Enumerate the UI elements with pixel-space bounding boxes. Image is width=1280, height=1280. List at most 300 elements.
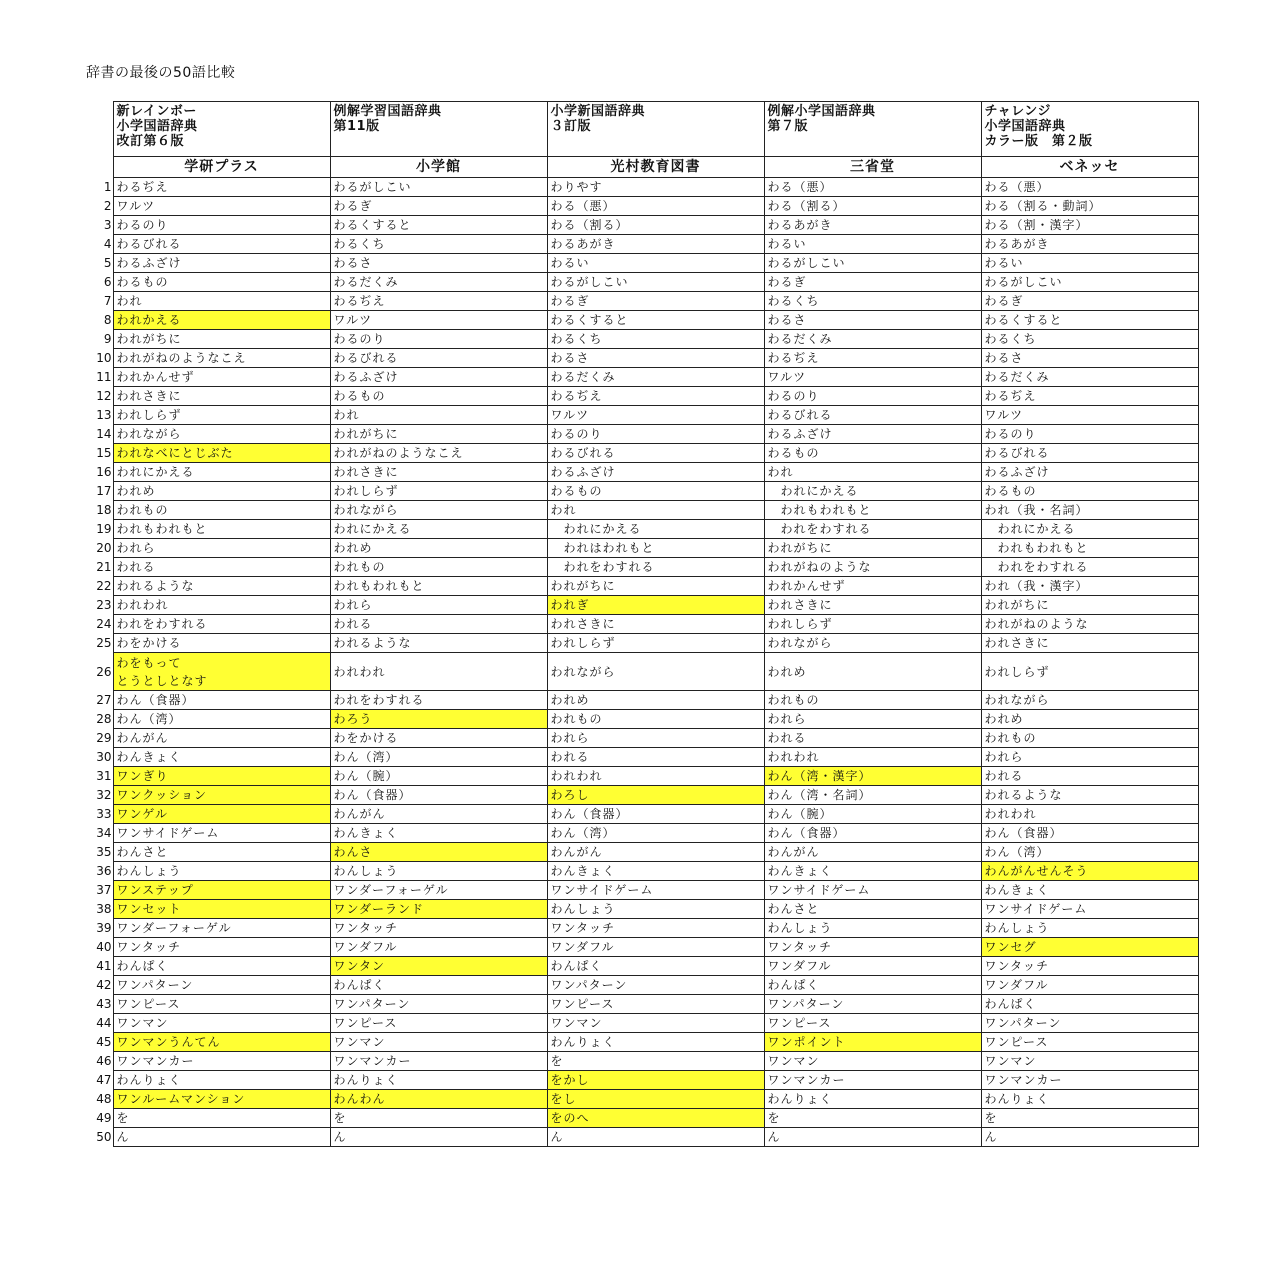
row-number: 42 xyxy=(88,976,113,995)
word-cell: わん（食器） xyxy=(113,691,330,710)
row-number: 39 xyxy=(88,919,113,938)
table-row xyxy=(88,1071,1198,1090)
word-cell: わん（食器） xyxy=(330,786,547,805)
row-number: 3 xyxy=(88,216,113,235)
table-row xyxy=(88,254,1198,273)
table-row xyxy=(88,900,1198,919)
table-row xyxy=(88,501,1198,520)
word-cell: われら xyxy=(981,748,1198,767)
word-cell: わをかける xyxy=(113,634,330,653)
word-cell: ん xyxy=(764,1128,981,1147)
publisher-name: 光村教育図書 xyxy=(547,157,764,178)
word-cell: わんしょう xyxy=(764,919,981,938)
row-number: 37 xyxy=(88,881,113,900)
table-row xyxy=(88,1109,1198,1128)
row-number: 30 xyxy=(88,748,113,767)
word-cell: われさきに xyxy=(764,596,981,615)
word-cell: わんさと xyxy=(764,900,981,919)
word-cell: わん（食器） xyxy=(981,824,1198,843)
word-cell: わるくち xyxy=(764,292,981,311)
row-number: 49 xyxy=(88,1109,113,1128)
word-cell: われながら xyxy=(981,691,1198,710)
word-cell: わるさ xyxy=(981,349,1198,368)
word-cell: わるさ xyxy=(330,254,547,273)
word-cell: われら xyxy=(330,596,547,615)
word-cell: わるのり xyxy=(113,216,330,235)
word-cell: わるぢえ xyxy=(113,178,330,197)
word-cell: わるだくみ xyxy=(764,330,981,349)
row-number: 18 xyxy=(88,501,113,520)
word-cell: われる xyxy=(981,767,1198,786)
row-number: 38 xyxy=(88,900,113,919)
word-cell: ワンピース xyxy=(547,995,764,1014)
word-cell: われがねのようなこえ xyxy=(113,349,330,368)
word-cell: わるびれる xyxy=(547,444,764,463)
word-cell: われさきに xyxy=(547,615,764,634)
table-row xyxy=(88,995,1198,1014)
word-cell: わん（食器） xyxy=(547,805,764,824)
word-cell: われもわれもと xyxy=(764,501,981,520)
word-cell: ワンマン xyxy=(330,1033,547,1052)
table-row xyxy=(88,216,1198,235)
word-cell: われがねのような xyxy=(764,558,981,577)
word-cell: ワルツ xyxy=(981,406,1198,425)
word-cell: わるくち xyxy=(981,330,1198,349)
table-row xyxy=(88,311,1198,330)
word-cell: わんがんせんそう xyxy=(981,862,1198,881)
word-cell: ワンパターン xyxy=(330,995,547,1014)
table-row xyxy=(88,539,1198,558)
publisher-row xyxy=(88,157,1198,178)
word-cell: ワンダーフォーゲル xyxy=(113,919,330,938)
word-cell: わんりょく xyxy=(981,1090,1198,1109)
word-cell: わりやす xyxy=(547,178,764,197)
word-cell: ワンゲル xyxy=(113,805,330,824)
row-number: 50 xyxy=(88,1128,113,1147)
word-cell: ワンサイドゲーム xyxy=(113,824,330,843)
word-cell: ワンピース xyxy=(764,1014,981,1033)
word-cell: われめ xyxy=(547,691,764,710)
row-number: 13 xyxy=(88,406,113,425)
word-cell: わるびれる xyxy=(330,349,547,368)
word-cell: わんがん xyxy=(547,843,764,862)
table-row xyxy=(88,1090,1198,1109)
table-row xyxy=(88,292,1198,311)
word-cell: わんしょう xyxy=(547,900,764,919)
word-cell: われわれ xyxy=(113,596,330,615)
word-cell: われる xyxy=(764,729,981,748)
word-cell: わるぢえ xyxy=(981,387,1198,406)
word-cell: わるだくみ xyxy=(981,368,1198,387)
row-number: 8 xyxy=(88,311,113,330)
row-number: 27 xyxy=(88,691,113,710)
word-cell: われる xyxy=(330,615,547,634)
word-cell: わん（腕） xyxy=(764,805,981,824)
word-cell: われしらず xyxy=(764,615,981,634)
word-cell: わんりょく xyxy=(764,1090,981,1109)
row-number: 16 xyxy=(88,463,113,482)
word-cell: われながら xyxy=(113,425,330,444)
word-cell: わんきょく xyxy=(113,748,330,767)
word-cell: われしらず xyxy=(981,653,1198,691)
row-number: 43 xyxy=(88,995,113,1014)
table-row xyxy=(88,653,1198,691)
table-row xyxy=(88,824,1198,843)
dictionary-name: 小学新国語辞典 ３訂版 xyxy=(547,102,764,157)
word-cell: わるもの xyxy=(981,482,1198,501)
row-number: 36 xyxy=(88,862,113,881)
row-number: 44 xyxy=(88,1014,113,1033)
table-row xyxy=(88,368,1198,387)
table-row xyxy=(88,786,1198,805)
table-row xyxy=(88,729,1198,748)
table-row xyxy=(88,558,1198,577)
word-cell: われめ xyxy=(981,710,1198,729)
publisher-name: 学研プラス xyxy=(113,157,330,178)
word-cell: われ xyxy=(764,463,981,482)
corner-cell xyxy=(88,102,113,157)
word-cell: わるびれる xyxy=(113,235,330,254)
word-cell: わるぎ xyxy=(547,292,764,311)
word-cell: わるだくみ xyxy=(547,368,764,387)
word-cell: を xyxy=(330,1109,547,1128)
word-cell: われにかえる xyxy=(113,463,330,482)
row-number: 28 xyxy=(88,710,113,729)
row-number: 10 xyxy=(88,349,113,368)
word-cell: ワンダーランド xyxy=(330,900,547,919)
word-cell: われる xyxy=(113,558,330,577)
table-row xyxy=(88,767,1198,786)
table-row xyxy=(88,520,1198,539)
word-cell: わんわん xyxy=(330,1090,547,1109)
row-number: 7 xyxy=(88,292,113,311)
word-cell: わるあがき xyxy=(547,235,764,254)
row-number: 22 xyxy=(88,577,113,596)
word-cell: ワンタッチ xyxy=(764,938,981,957)
word-cell: ワンピース xyxy=(330,1014,547,1033)
table-row xyxy=(88,273,1198,292)
word-cell: われさきに xyxy=(981,634,1198,653)
word-cell: わる（悪） xyxy=(764,178,981,197)
word-cell: ワンステップ xyxy=(113,881,330,900)
table-row xyxy=(88,387,1198,406)
table-row xyxy=(88,197,1198,216)
word-cell: われしらず xyxy=(330,482,547,501)
word-cell: ワンマンカー xyxy=(330,1052,547,1071)
publisher-name: ベネッセ xyxy=(981,157,1198,178)
row-number: 2 xyxy=(88,197,113,216)
word-cell: ワンマン xyxy=(764,1052,981,1071)
word-cell: わんしょう xyxy=(113,862,330,881)
word-cell: わる（割る） xyxy=(764,197,981,216)
word-cell: わんりょく xyxy=(330,1071,547,1090)
word-cell: われわれ xyxy=(330,653,547,691)
row-number: 17 xyxy=(88,482,113,501)
word-cell: ん xyxy=(113,1128,330,1147)
word-cell: わるい xyxy=(764,235,981,254)
word-cell: われがちに xyxy=(330,425,547,444)
word-cell: ワンマン xyxy=(547,1014,764,1033)
word-cell: ワンサイドゲーム xyxy=(764,881,981,900)
word-cell: ワンピース xyxy=(981,1033,1198,1052)
word-cell: わるがしこい xyxy=(547,273,764,292)
word-cell: わるあがき xyxy=(981,235,1198,254)
word-cell: わんさ xyxy=(330,843,547,862)
word-cell: われかえる xyxy=(113,311,330,330)
word-cell: わる（割る） xyxy=(547,216,764,235)
word-cell: ワンマンカー xyxy=(113,1052,330,1071)
word-cell: われわれ xyxy=(547,767,764,786)
word-cell: わるあがき xyxy=(764,216,981,235)
word-cell: わるさ xyxy=(547,349,764,368)
row-number: 41 xyxy=(88,957,113,976)
word-cell: わるもの xyxy=(113,273,330,292)
row-number: 47 xyxy=(88,1071,113,1090)
word-cell: ワルツ xyxy=(330,311,547,330)
word-cell: われる xyxy=(547,748,764,767)
word-cell: わるくすると xyxy=(547,311,764,330)
word-cell: ん xyxy=(547,1128,764,1147)
word-cell: わる（悪） xyxy=(547,197,764,216)
word-cell: ワンマンカー xyxy=(981,1071,1198,1090)
row-number: 11 xyxy=(88,368,113,387)
word-cell: ワンパターン xyxy=(764,995,981,1014)
word-cell: ワンダフル xyxy=(764,957,981,976)
word-cell: われめ xyxy=(113,482,330,501)
row-number: 5 xyxy=(88,254,113,273)
word-cell: われるような xyxy=(981,786,1198,805)
word-cell: われをわすれる xyxy=(764,520,981,539)
word-cell: わんぱく xyxy=(113,957,330,976)
row-number: 45 xyxy=(88,1033,113,1052)
table-row xyxy=(88,805,1198,824)
word-cell: わるさ xyxy=(764,311,981,330)
word-cell: を xyxy=(547,1052,764,1071)
word-cell: われがねのような xyxy=(981,615,1198,634)
word-cell: わんぱく xyxy=(764,976,981,995)
word-cell: ワンタッチ xyxy=(113,938,330,957)
word-cell: わろし xyxy=(547,786,764,805)
word-cell: ワンマン xyxy=(981,1052,1198,1071)
word-cell: われながら xyxy=(764,634,981,653)
word-cell: ワンタン xyxy=(330,957,547,976)
word-cell: ワンタッチ xyxy=(981,957,1198,976)
word-cell: われるような xyxy=(113,577,330,596)
row-number: 24 xyxy=(88,615,113,634)
word-cell: われにかえる xyxy=(547,520,764,539)
word-cell: わるふざけ xyxy=(547,463,764,482)
word-cell: わん（湾・漢字） xyxy=(764,767,981,786)
word-cell: わるのり xyxy=(981,425,1198,444)
word-cell: わんりょく xyxy=(113,1071,330,1090)
word-cell: わん（食器） xyxy=(764,824,981,843)
word-cell: われさきに xyxy=(113,387,330,406)
word-cell: われながら xyxy=(330,501,547,520)
table-row xyxy=(88,881,1198,900)
table-row xyxy=(88,349,1198,368)
word-cell: われをわすれる xyxy=(547,558,764,577)
word-cell: ワンポイント xyxy=(764,1033,981,1052)
word-cell: われら xyxy=(547,729,764,748)
word-cell: われかんせず xyxy=(113,368,330,387)
word-cell: われ（我・漢字） xyxy=(981,577,1198,596)
word-cell: わるもの xyxy=(547,482,764,501)
table-row xyxy=(88,482,1198,501)
table-row xyxy=(88,596,1198,615)
word-cell: わん（腕） xyxy=(330,767,547,786)
word-cell: わをかける xyxy=(330,729,547,748)
word-cell: われがちに xyxy=(981,596,1198,615)
row-number: 29 xyxy=(88,729,113,748)
word-cell: われしらず xyxy=(547,634,764,653)
word-cell: わろう xyxy=(330,710,547,729)
table-row xyxy=(88,330,1198,349)
word-cell: われ（我・名詞） xyxy=(981,501,1198,520)
word-cell: われにかえる xyxy=(764,482,981,501)
word-cell: われかんせず xyxy=(764,577,981,596)
word-cell: ワンサイドゲーム xyxy=(981,900,1198,919)
word-cell: ん xyxy=(330,1128,547,1147)
word-cell: われぎ xyxy=(547,596,764,615)
word-cell: われもの xyxy=(764,691,981,710)
word-cell: ワンルームマンション xyxy=(113,1090,330,1109)
word-cell: われるような xyxy=(330,634,547,653)
word-cell: われもの xyxy=(330,558,547,577)
row-number: 19 xyxy=(88,520,113,539)
word-cell: われら xyxy=(764,710,981,729)
row-number: 4 xyxy=(88,235,113,254)
dictionary-name: 新レインボー 小学国語辞典 改訂第６版 xyxy=(113,102,330,157)
word-cell: わんしょう xyxy=(981,919,1198,938)
word-cell: わるもの xyxy=(330,387,547,406)
word-cell: ワンセグ xyxy=(981,938,1198,957)
word-cell: わる（割・漢字） xyxy=(981,216,1198,235)
word-cell: わるぢえ xyxy=(330,292,547,311)
word-cell: わるだくみ xyxy=(330,273,547,292)
row-number: 1 xyxy=(88,178,113,197)
word-cell: わるがしこい xyxy=(764,254,981,273)
word-cell: わるがしこい xyxy=(330,178,547,197)
word-cell: をかし xyxy=(547,1071,764,1090)
table-row xyxy=(88,976,1198,995)
word-cell: ん xyxy=(981,1128,1198,1147)
word-cell: われにかえる xyxy=(981,520,1198,539)
table-row xyxy=(88,615,1198,634)
word-cell: わんりょく xyxy=(547,1033,764,1052)
word-cell: ワンセット xyxy=(113,900,330,919)
word-cell: われさきに xyxy=(330,463,547,482)
word-cell: わるがしこい xyxy=(981,273,1198,292)
word-cell: わるのり xyxy=(764,387,981,406)
row-number: 32 xyxy=(88,786,113,805)
word-cell: われはわれもと xyxy=(547,539,764,558)
row-number: 46 xyxy=(88,1052,113,1071)
publisher-name: 三省堂 xyxy=(764,157,981,178)
word-cell: ワンマンうんてん xyxy=(113,1033,330,1052)
word-cell: われをわすれる xyxy=(330,691,547,710)
word-cell: わるふざけ xyxy=(330,368,547,387)
table-row xyxy=(88,406,1198,425)
word-cell: われをわすれる xyxy=(113,615,330,634)
word-cell: われをわすれる xyxy=(981,558,1198,577)
row-number: 40 xyxy=(88,938,113,957)
table-row xyxy=(88,1014,1198,1033)
word-cell: わるくち xyxy=(547,330,764,349)
word-cell: われもの xyxy=(547,710,764,729)
row-number: 23 xyxy=(88,596,113,615)
word-cell: ワンぎり xyxy=(113,767,330,786)
word-cell: われ xyxy=(330,406,547,425)
table-row xyxy=(88,691,1198,710)
word-cell: わるくち xyxy=(330,235,547,254)
word-cell: われもわれもと xyxy=(981,539,1198,558)
word-cell: わるのり xyxy=(330,330,547,349)
word-cell: わんぱく xyxy=(981,995,1198,1014)
table-row xyxy=(88,1033,1198,1052)
word-cell: ワンダフル xyxy=(330,938,547,957)
table-row xyxy=(88,957,1198,976)
word-cell: わるびれる xyxy=(764,406,981,425)
table-row xyxy=(88,862,1198,881)
word-cell: わをもって とうとしとなす xyxy=(113,653,330,691)
word-cell: ワンパターン xyxy=(113,976,330,995)
dictionary-name: チャレンジ 小学国語辞典 カラー版 第２版 xyxy=(981,102,1198,157)
word-cell: われがちに xyxy=(764,539,981,558)
word-cell: わんきょく xyxy=(547,862,764,881)
table-row xyxy=(88,1052,1198,1071)
word-cell: わん（湾） xyxy=(330,748,547,767)
word-cell: ワンピース xyxy=(113,995,330,1014)
word-cell: われめ xyxy=(764,653,981,691)
word-cell: ワンサイドゲーム xyxy=(547,881,764,900)
table-row xyxy=(88,178,1198,197)
word-cell: ワルツ xyxy=(764,368,981,387)
table-row xyxy=(88,710,1198,729)
word-cell: わんがん xyxy=(330,805,547,824)
word-cell: わんぱく xyxy=(547,957,764,976)
word-cell: わるびれる xyxy=(981,444,1198,463)
word-cell: わん（湾） xyxy=(981,843,1198,862)
table-row xyxy=(88,938,1198,957)
word-cell: わるもの xyxy=(764,444,981,463)
table-row xyxy=(88,1128,1198,1147)
corner-cell xyxy=(88,157,113,178)
word-cell: わんがん xyxy=(113,729,330,748)
page-title: 辞書の最後の50語比較 xyxy=(86,65,236,81)
row-number: 6 xyxy=(88,273,113,292)
word-cell: われめ xyxy=(330,539,547,558)
word-cell: わるふざけ xyxy=(113,254,330,273)
word-cell: ワンクッション xyxy=(113,786,330,805)
word-cell: わるぢえ xyxy=(547,387,764,406)
word-cell: われながら xyxy=(547,653,764,691)
row-number: 15 xyxy=(88,444,113,463)
word-cell: われがちに xyxy=(547,577,764,596)
table-row xyxy=(88,634,1198,653)
word-cell: わるい xyxy=(981,254,1198,273)
word-cell: ワンマンカー xyxy=(764,1071,981,1090)
word-cell: わるぎ xyxy=(764,273,981,292)
table-row xyxy=(88,577,1198,596)
word-cell: わるぢえ xyxy=(764,349,981,368)
word-cell: わるのり xyxy=(547,425,764,444)
word-cell: わるふざけ xyxy=(764,425,981,444)
comparison-table xyxy=(88,101,1199,1147)
word-cell: わんきょく xyxy=(981,881,1198,900)
row-number: 33 xyxy=(88,805,113,824)
header-row xyxy=(88,102,1198,157)
row-number: 20 xyxy=(88,539,113,558)
